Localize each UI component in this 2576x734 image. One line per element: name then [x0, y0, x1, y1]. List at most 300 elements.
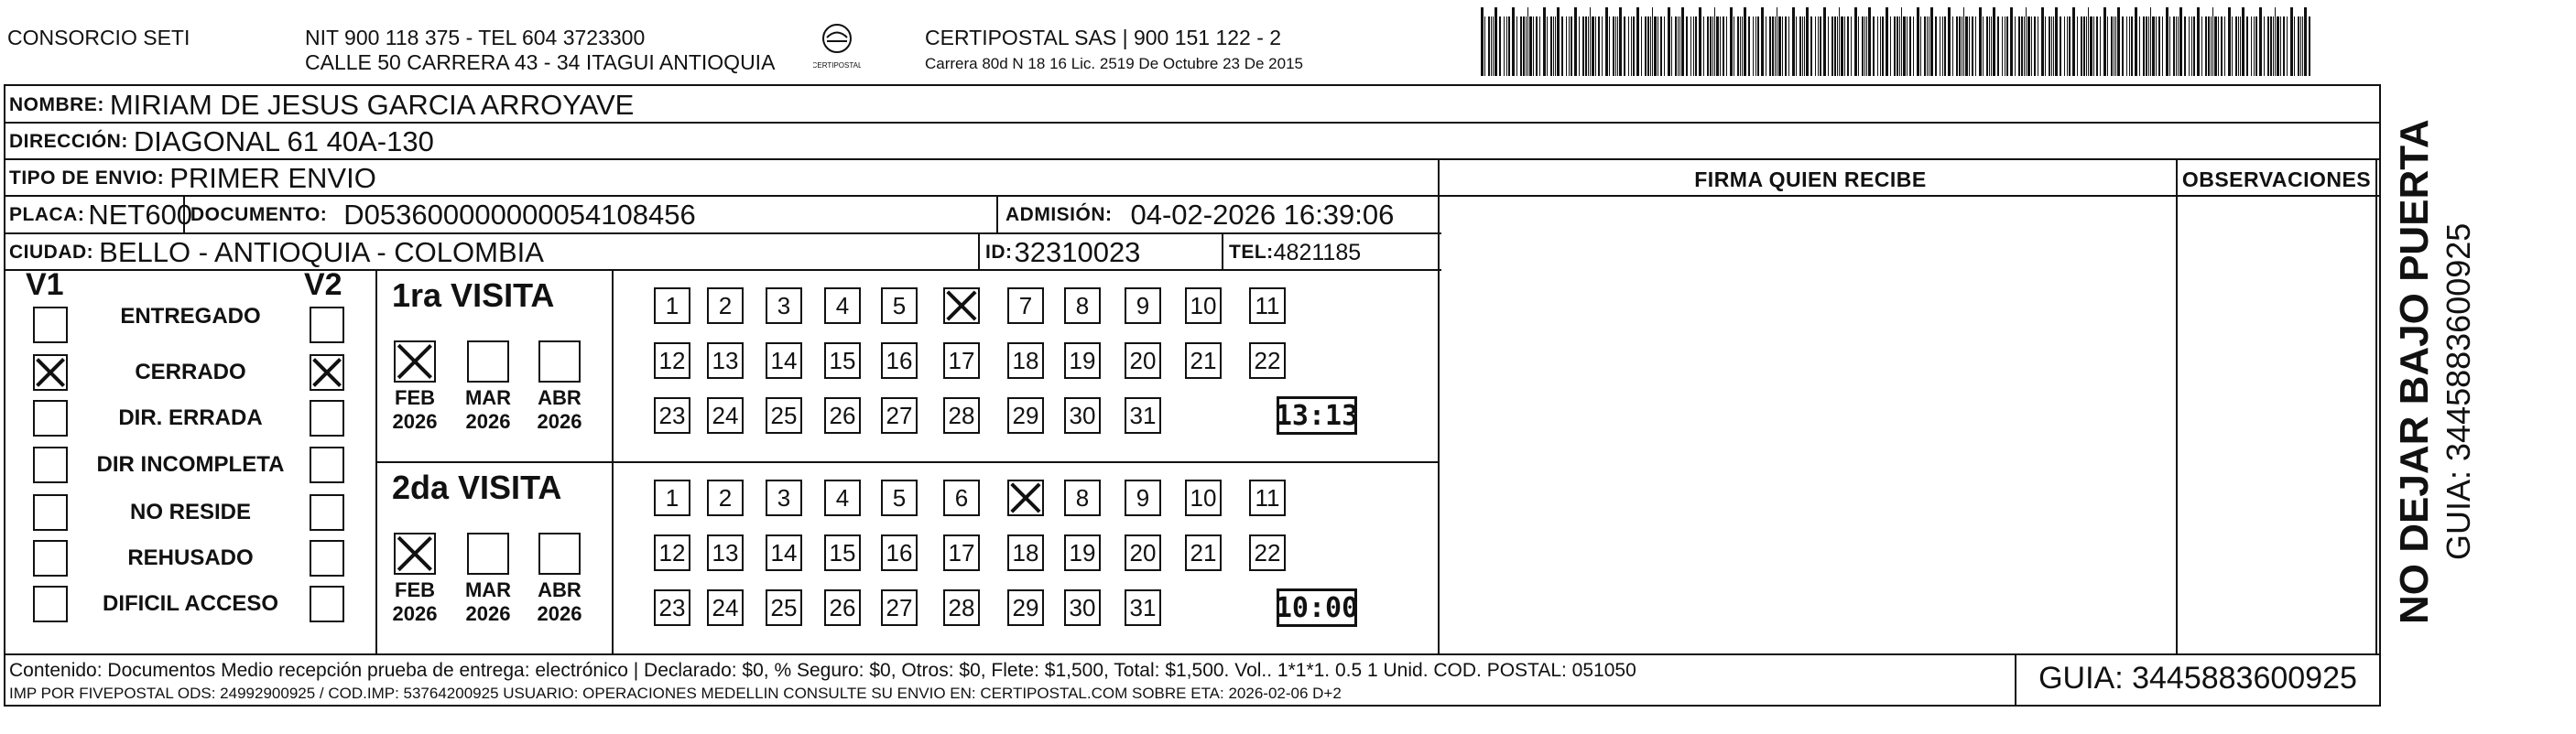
barcode-bar [1557, 7, 1560, 76]
barcode-bar [2111, 16, 2113, 76]
barcode-bar [1882, 16, 1884, 76]
barcode-bar [2270, 16, 2272, 76]
v1-checkbox[interactable] [33, 307, 68, 343]
barcode-bar [2228, 7, 2231, 76]
barcode-bar [1493, 16, 1494, 76]
day-number: 26 [829, 593, 856, 621]
barcode-bar [2146, 16, 2147, 76]
barcode-bar [1802, 16, 1803, 76]
barcode-bar [1693, 16, 1694, 76]
barcode-bar [2060, 16, 2061, 76]
barcode-bar [1526, 16, 1527, 76]
day-number: 21 [1190, 538, 1217, 567]
barcode-bar [1792, 7, 1795, 76]
barcode-bar [2309, 16, 2310, 76]
footer-imp: IMP POR FIVEPOSTAL ODS: 24992900925 / COD.IMP: 53764200925 USUARIO: OPERACIONES MEDELLIN CONSULTE SU ENVIO EN: CERTIPOSTAL.COM SOBRE ETA: 2026-02-06 D+2 [9, 685, 1342, 702]
month-year: 2026 [465, 410, 511, 433]
barcode-bar [2184, 16, 2186, 76]
barcode-bar [1897, 16, 1898, 76]
day-box[interactable] [1125, 534, 1161, 571]
tel-value: 4821185 [1273, 239, 1362, 265]
barcode-bar [1959, 16, 1961, 76]
barcode-bar [1823, 7, 1826, 76]
barcode-bar [1609, 16, 1610, 76]
barcode-bar [1799, 16, 1801, 76]
barcode-bar [1785, 16, 1787, 76]
day-box[interactable] [707, 287, 744, 324]
barcode-bar [1553, 16, 1554, 76]
barcode-bar [2115, 16, 2116, 76]
v2-checkbox[interactable] [310, 400, 344, 437]
barcode-bar [1839, 7, 1840, 76]
status-label: ENTREGADO [120, 304, 261, 329]
status-label: DIR INCOMPLETA [96, 452, 285, 477]
day-box[interactable] [654, 589, 690, 626]
day-box[interactable] [943, 534, 980, 571]
barcode-bar [1979, 7, 1982, 76]
day-number: 17 [948, 538, 975, 567]
day-box[interactable] [654, 534, 690, 571]
barcode-bar [1810, 16, 1812, 76]
barcode-bar [1579, 16, 1580, 76]
barcode-bar [2051, 16, 2052, 76]
barcode-bar [1481, 7, 1484, 76]
barcode-bar [1818, 16, 1819, 76]
day-box[interactable] [824, 480, 861, 516]
month-year: 2026 [537, 410, 582, 433]
barcode-bar [2150, 7, 2151, 76]
divider [1222, 232, 1223, 269]
month-year: 2026 [392, 602, 438, 625]
barcode-bar [2193, 16, 2195, 76]
day-box[interactable] [1125, 589, 1161, 626]
barcode-bar [2148, 16, 2149, 76]
barcode-bar [2045, 16, 2046, 76]
barcode-bar [2139, 16, 2140, 76]
certipostal-logo [813, 22, 861, 71]
day-box[interactable] [943, 480, 980, 516]
day-box[interactable] [1064, 287, 1101, 324]
address-line: CALLE 50 CARRERA 43 - 34 ITAGUI ANTIOQUIA [305, 50, 776, 74]
barcode-bar [2280, 16, 2281, 76]
day-number: 22 [1254, 538, 1281, 567]
barcode-bar [2117, 7, 2120, 76]
barcode-bar [2055, 7, 2058, 76]
day-box[interactable] [766, 480, 802, 516]
day-box[interactable] [1185, 534, 1222, 571]
day-box[interactable] [654, 480, 690, 516]
day-box[interactable] [654, 287, 690, 324]
barcode-bar [1948, 7, 1951, 76]
barcode-bar [2191, 16, 2192, 76]
day-box[interactable] [766, 287, 802, 324]
nombre-value: MIRIAM DE JESUS GARCIA ARROYAVE [109, 89, 635, 121]
barcode-bar [1520, 16, 1522, 76]
barcode-bar [2267, 16, 2269, 76]
logo-text: CERTIPOSTAL [813, 61, 861, 70]
barcode-bar [1613, 16, 1614, 76]
barcode-bar [1650, 16, 1651, 76]
v1-checkbox[interactable] [33, 586, 68, 622]
day-number: 4 [835, 291, 850, 319]
day-box[interactable] [943, 342, 980, 379]
day-number: 2 [718, 483, 733, 512]
barcode-bar [1641, 16, 1642, 76]
day-box[interactable] [881, 342, 918, 379]
day-box[interactable] [1007, 589, 1044, 626]
v2-checkbox[interactable] [310, 494, 344, 531]
day-number: 18 [1012, 538, 1039, 567]
barcode-bar [1582, 16, 1584, 76]
day-box[interactable] [881, 397, 918, 434]
day-box[interactable] [824, 534, 861, 571]
barcode-bar [1660, 16, 1662, 76]
barcode-bar [1740, 16, 1741, 76]
day-number: 7 [1018, 291, 1033, 319]
day-box[interactable] [943, 397, 980, 434]
barcode-bar [2131, 16, 2133, 76]
barcode-bar [2024, 16, 2025, 76]
barcode-bar [2197, 7, 2200, 76]
day-box[interactable] [707, 397, 744, 434]
barcode-bar [2290, 7, 2293, 76]
barcode-bar [1748, 16, 1750, 76]
day-box[interactable] [1249, 480, 1286, 516]
barcode-bar [2126, 16, 2127, 76]
barcode-bar [1757, 16, 1759, 76]
day-box[interactable] [943, 589, 980, 626]
barcode-bar [1547, 16, 1548, 76]
placa-value: NET600 [88, 199, 193, 231]
time-box[interactable]: 10:00 [1277, 588, 1357, 627]
divider [4, 122, 2381, 124]
barcode-bar [1775, 16, 1776, 76]
month-checkbox[interactable] [467, 533, 509, 575]
day-number: 27 [886, 401, 913, 429]
day-box[interactable] [1064, 534, 1101, 571]
barcode-bar [1533, 16, 1534, 76]
day-number: 10 [1190, 291, 1217, 319]
barcode-bar [2053, 16, 2054, 76]
day-number: 20 [1129, 346, 1157, 374]
barcode-bar [1550, 16, 1552, 76]
barcode-bar [1699, 7, 1701, 76]
barcode-bar [2300, 16, 2301, 76]
barcode-bar [1602, 16, 1603, 76]
barcode-bar [2238, 16, 2239, 76]
barcode-bar [1592, 16, 1594, 76]
barcode-bar [1631, 16, 1632, 76]
day-box[interactable] [654, 342, 690, 379]
barcode-bar [1730, 7, 1733, 76]
day-box[interactable] [881, 534, 918, 571]
day-box[interactable] [707, 534, 744, 571]
day-number: 2 [718, 291, 733, 319]
barcode-bar [2034, 16, 2036, 76]
day-number: 4 [835, 483, 850, 512]
divider [4, 232, 1441, 234]
barcode-bar [2212, 7, 2213, 76]
barcode-bar [2201, 16, 2202, 76]
barcode-bar [1873, 16, 1875, 76]
day-box[interactable] [654, 397, 690, 434]
barcode-bar [1820, 16, 1821, 76]
day-number: 25 [770, 593, 798, 621]
day-number: 12 [658, 538, 686, 567]
day-box[interactable] [707, 342, 744, 379]
barcode-bar [2255, 16, 2257, 76]
day-box[interactable] [766, 342, 802, 379]
day-box[interactable] [707, 480, 744, 516]
barcode-bar [2264, 16, 2265, 76]
barcode-bar [2162, 16, 2163, 76]
barcode-bar [1633, 16, 1635, 76]
barcode-bar [1707, 16, 1709, 76]
day-box[interactable] [1249, 287, 1286, 324]
day-number: 24 [712, 401, 739, 429]
admision-row [1005, 199, 1394, 232]
month-checkbox[interactable] [394, 340, 436, 383]
day-number: 6 [954, 483, 969, 512]
barcode-bar [1569, 16, 1570, 76]
barcode-bar [1664, 16, 1665, 76]
tel-label: TEL: [1229, 242, 1274, 263]
barcode-bar [2107, 16, 2108, 76]
tipo-label: TIPO DE ENVIO: [9, 167, 165, 189]
day-number: 8 [1075, 291, 1090, 319]
status-label: DIR. ERRADA [118, 405, 263, 430]
day-number: 14 [770, 346, 798, 374]
barcode-bar [1761, 7, 1764, 76]
barcode-bar [2251, 16, 2252, 76]
barcode-bar [1782, 16, 1783, 76]
time-box[interactable]: 13:13 [1277, 396, 1357, 435]
day-box[interactable] [943, 287, 980, 324]
v2-checkbox[interactable] [310, 586, 344, 622]
day-number: 12 [658, 346, 686, 374]
tipo-row [9, 162, 376, 195]
barcode-bar [2010, 7, 2013, 76]
barcode-bar [1598, 16, 1600, 76]
v1-checkbox[interactable] [33, 400, 68, 437]
v1-checkbox[interactable] [33, 540, 68, 577]
barcode-bar [1944, 16, 1946, 76]
day-number: 31 [1129, 593, 1157, 621]
barcode-bar [1652, 7, 1653, 76]
month-checkbox[interactable] [467, 340, 509, 383]
day-number: 5 [892, 483, 907, 512]
barcode-bar [2122, 16, 2124, 76]
barcode-bar [1804, 16, 1805, 76]
barcode-bar [1942, 16, 1943, 76]
barcode-bar [1772, 16, 1774, 76]
barcode-bar [1710, 16, 1712, 76]
day-box[interactable] [1249, 342, 1286, 379]
v1-label: V1 [26, 267, 64, 302]
company-name: CONSORCIO SETI [7, 26, 190, 49]
v2-checkbox[interactable] [310, 307, 344, 343]
barcode-bar [2083, 16, 2085, 76]
barcode-bar [2189, 16, 2190, 76]
day-number: 25 [770, 401, 798, 429]
day-box[interactable] [1185, 342, 1222, 379]
day-number: 18 [1012, 346, 1039, 374]
barcode-bar [1512, 7, 1515, 76]
day-box[interactable] [766, 397, 802, 434]
barcode-bar [1714, 7, 1715, 76]
day-box[interactable] [1064, 589, 1101, 626]
barcode-bar [2287, 16, 2288, 76]
barcode-bar [2006, 16, 2008, 76]
day-box[interactable] [1185, 287, 1222, 324]
barcode-bar [1972, 16, 1973, 76]
day-box[interactable] [707, 589, 744, 626]
month-checkbox[interactable] [394, 533, 436, 575]
day-box[interactable] [1125, 397, 1161, 434]
month-label [527, 386, 592, 434]
day-box[interactable] [824, 397, 861, 434]
barcode-bar [1617, 16, 1618, 76]
barcode-bar [2232, 16, 2233, 76]
divider [2375, 158, 2377, 653]
day-number: 15 [829, 346, 856, 374]
day-box[interactable] [881, 287, 918, 324]
day-box[interactable] [1007, 480, 1044, 516]
day-box[interactable] [1185, 480, 1222, 516]
barcode-bar [1615, 16, 1616, 76]
barcode-bar [2208, 16, 2210, 76]
barcode-bar [2041, 7, 2044, 76]
month-year: 2026 [465, 602, 511, 625]
barcode-bar [1854, 7, 1857, 76]
barcode-bar [2077, 16, 2078, 76]
firma-header: FIRMA QUIEN RECIBE [1694, 167, 1927, 191]
barcode-bar [1484, 16, 1485, 76]
day-box[interactable] [881, 589, 918, 626]
barcode-bar [2224, 16, 2225, 76]
barcode-bar [1991, 16, 1992, 76]
day-number: 28 [948, 593, 975, 621]
barcode-bar [1894, 16, 1896, 76]
divider [996, 195, 998, 232]
day-box[interactable] [1125, 480, 1161, 516]
day-box[interactable] [1125, 342, 1161, 379]
placa-row [9, 199, 192, 232]
barcode-bar [1858, 16, 1859, 76]
day-box[interactable] [1007, 397, 1044, 434]
month-label [383, 386, 447, 434]
day-box[interactable] [1125, 287, 1161, 324]
barcode-bar [1828, 16, 1829, 76]
barcode-bar [2093, 16, 2094, 76]
barcode-bar [2049, 16, 2050, 76]
barcode-bar [2298, 16, 2299, 76]
month-checkbox[interactable] [538, 533, 581, 575]
divider [4, 195, 2381, 197]
day-box[interactable] [1007, 287, 1044, 324]
barcode-bar [1491, 16, 1492, 76]
barcode-bar [1504, 16, 1505, 76]
day-box[interactable] [1064, 480, 1101, 516]
ciudad-value: BELLO - ANTIOQUIA - COLOMBIA [99, 236, 544, 268]
barcode-bar [1628, 16, 1629, 76]
v1-checkbox[interactable] [33, 447, 68, 483]
v2-checkbox[interactable] [310, 354, 344, 391]
divider [4, 653, 2381, 655]
barcode-bar [1989, 16, 1990, 76]
barcode-bar [1866, 16, 1867, 76]
day-box[interactable] [1249, 534, 1286, 571]
barcode-bar [2152, 16, 2155, 76]
day-box[interactable] [1007, 534, 1044, 571]
barcode-bar [2086, 16, 2087, 76]
divider [1438, 158, 1440, 653]
certipostal-line: CERTIPOSTAL SAS | 900 151 122 - 2 [925, 26, 1282, 49]
day-box[interactable] [1064, 342, 1101, 379]
v2-checkbox[interactable] [310, 540, 344, 577]
day-number: 1 [665, 291, 679, 319]
barcode-bar [1488, 16, 1490, 76]
barcode-bar [1742, 16, 1743, 76]
day-number: 14 [770, 538, 798, 567]
month-label [456, 578, 520, 626]
day-box[interactable] [766, 534, 802, 571]
barcode-bar [1624, 16, 1625, 76]
day-box[interactable] [824, 342, 861, 379]
barcode-bar [1890, 16, 1891, 76]
barcode-bar [2015, 16, 2016, 76]
barcode-bar [2275, 7, 2276, 76]
tel-row [1229, 236, 1361, 269]
barcode-bar [2135, 7, 2137, 76]
v2-label: V2 [304, 267, 342, 302]
barcode-bar [1675, 16, 1677, 76]
day-box[interactable] [766, 589, 802, 626]
ciudad-label: CIUDAD: [9, 242, 94, 263]
barcode-bar [1862, 16, 1864, 76]
month-name: MAR [464, 578, 512, 601]
barcode-bar [1654, 16, 1657, 76]
day-box[interactable] [824, 287, 861, 324]
v1-checkbox[interactable] [33, 494, 68, 531]
barcode-bar [2027, 16, 2030, 76]
barcode-bar [2166, 7, 2168, 76]
barcode-bar [2273, 16, 2274, 76]
divider [2176, 158, 2178, 653]
status-label: NO RESIDE [129, 500, 252, 524]
day-number: 5 [892, 291, 907, 319]
month-name: ABR [538, 578, 582, 601]
barcode-bar [1681, 7, 1684, 76]
barcode-bar [1983, 16, 1984, 76]
day-box[interactable] [824, 589, 861, 626]
barcode-bar [1619, 7, 1622, 76]
month-checkbox[interactable] [538, 340, 581, 383]
month-year: 2026 [537, 602, 582, 625]
barcode-bar [2103, 7, 2106, 76]
barcode-bar [1668, 7, 1670, 76]
barcode-bar [1753, 16, 1754, 76]
day-box[interactable] [881, 480, 918, 516]
v1-checkbox[interactable] [33, 354, 68, 391]
day-box[interactable] [1064, 397, 1101, 434]
barcode-bar [1877, 16, 1878, 76]
day-box[interactable] [1007, 342, 1044, 379]
v2-checkbox[interactable] [310, 447, 344, 483]
barcode-bar [1703, 16, 1704, 76]
day-number: 13 [712, 538, 739, 567]
day-number: 19 [1069, 538, 1096, 567]
